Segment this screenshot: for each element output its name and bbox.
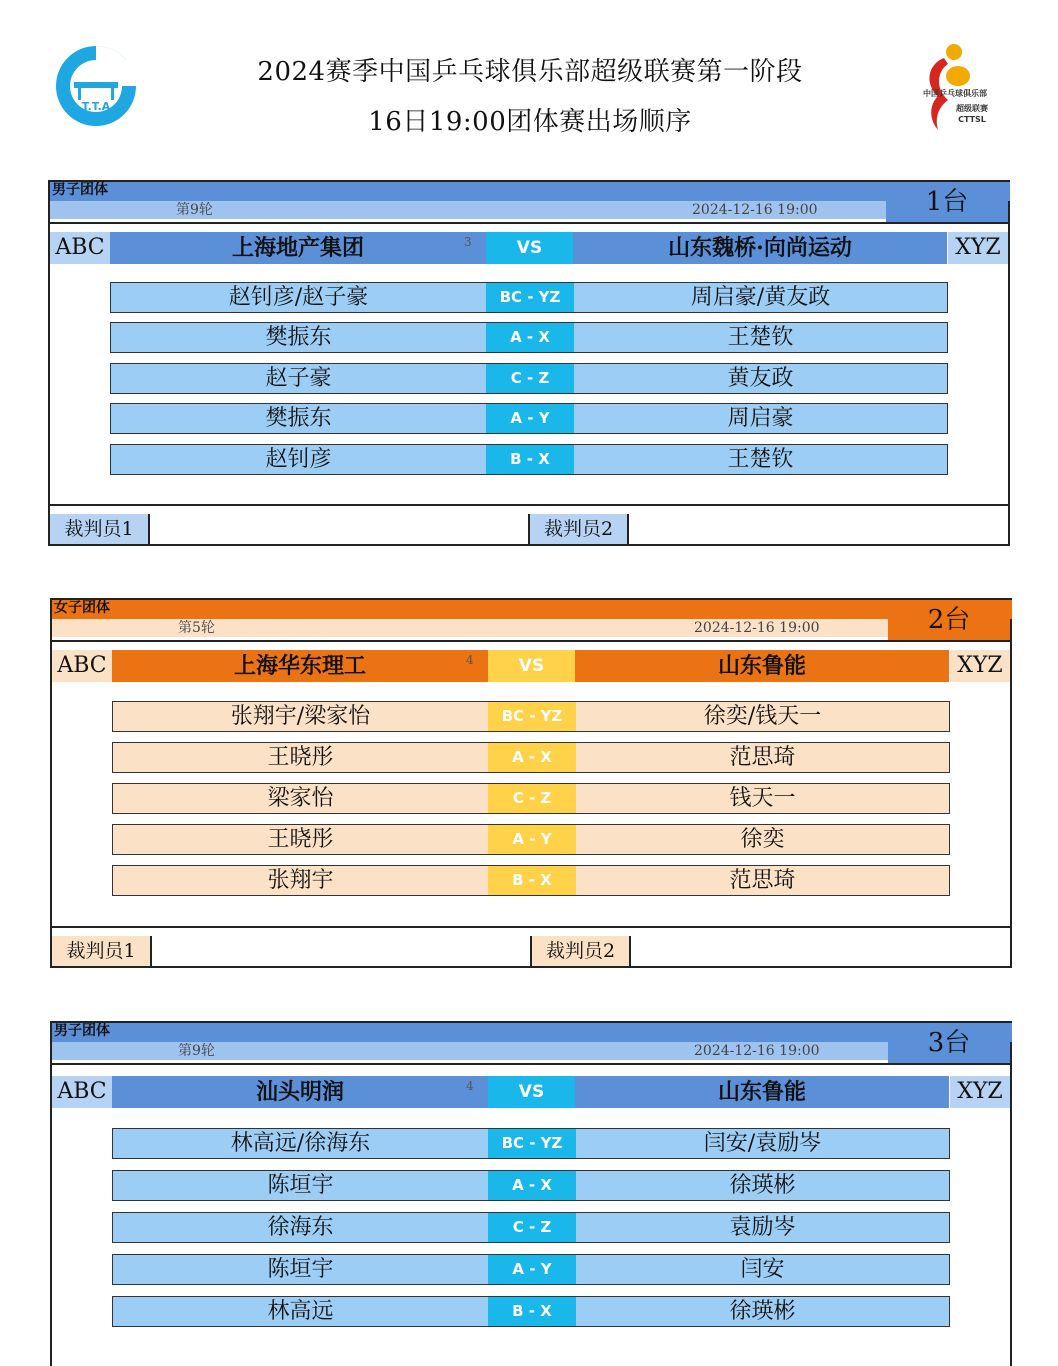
referee-1-label: 裁判员1	[52, 936, 152, 966]
match-row	[112, 1254, 950, 1285]
referee-row	[50, 514, 1008, 544]
match-row	[110, 444, 948, 475]
match-player-left: 王晓彤	[267, 745, 334, 770]
match-player-left: 赵钊彦/赵子豪	[228, 285, 369, 310]
match-row	[112, 865, 950, 896]
match-player-right: 黄友政	[727, 366, 794, 391]
team-left-name: 汕头明润	[112, 1076, 488, 1108]
match-row	[112, 1128, 950, 1159]
match-player-right: 徐奕/钱天一	[703, 704, 822, 729]
team-right-name: 山东魏桥·向尚运动	[573, 232, 947, 264]
round-label: 第9轮	[178, 1043, 215, 1059]
match-player-left: 陈垣宇	[267, 1173, 334, 1198]
match-player-right: 周启豪	[727, 406, 794, 431]
match-code: A - X	[488, 1171, 576, 1200]
match-player-right: 周启豪/黄友政	[690, 285, 831, 310]
datetime-label: 2024-12-16 19:00	[692, 202, 818, 218]
match-player-left: 梁家怡	[267, 786, 334, 811]
table-number: 2台	[888, 600, 1010, 640]
divider	[50, 504, 1008, 506]
match-player-right: 范思琦	[729, 868, 796, 893]
match-player-right: 闫安/袁励岑	[703, 1131, 822, 1156]
match-player-left: 徐海东	[267, 1215, 334, 1240]
side-label-left: ABC	[52, 1076, 112, 1108]
referee-row	[52, 936, 1010, 966]
page-title: 2024赛季中国乒乓球俱乐部超级联赛第一阶段	[257, 57, 803, 87]
match-code: C - Z	[488, 1213, 576, 1242]
vs-label: VS	[486, 232, 573, 264]
team-right-name: 山东鲁能	[575, 1076, 949, 1108]
league-logo	[914, 38, 996, 134]
team-left-score: 4	[466, 653, 474, 667]
round-info-bar	[52, 1042, 890, 1060]
match-code: A - Y	[488, 825, 576, 854]
page-subtitle: 16日19:00团体赛出场顺序	[368, 107, 692, 137]
match-player-right: 徐奕	[740, 827, 785, 852]
team-right-name: 山东鲁能	[575, 650, 949, 682]
match-player-left: 林高远/徐海东	[230, 1131, 371, 1156]
match-player-left: 陈垣宇	[267, 1257, 334, 1282]
divider	[52, 640, 1010, 642]
match-player-right: 钱天一	[729, 786, 796, 811]
match-player-left: 林高远	[267, 1299, 334, 1324]
round-label: 第9轮	[176, 202, 213, 218]
match-row	[112, 742, 950, 773]
team-left-name: 上海华东理工	[112, 650, 488, 682]
match-row	[112, 701, 950, 732]
match-code: C - Z	[488, 784, 576, 813]
match-player-left: 樊振东	[265, 325, 332, 350]
match-code: BC - YZ	[486, 283, 574, 312]
match-row	[110, 363, 948, 394]
match-code: A - X	[488, 743, 576, 772]
match-player-left: 张翔宇	[267, 868, 334, 893]
match-row	[112, 824, 950, 855]
match-row	[112, 783, 950, 814]
vs-label: VS	[488, 650, 575, 682]
match-row	[110, 282, 948, 313]
panel-table-1	[48, 180, 1010, 546]
team-row	[52, 1076, 1010, 1108]
side-label-right: XYZ	[950, 650, 1010, 682]
match-code: B - X	[488, 866, 576, 895]
league-logo-line3: CTTSL	[958, 115, 986, 124]
match-player-left: 张翔宇/梁家怡	[230, 704, 371, 729]
match-player-left: 赵钊彦	[265, 447, 332, 472]
referee-2-label: 裁判员2	[528, 514, 629, 544]
match-code: BC - YZ	[488, 702, 576, 731]
side-label-right: XYZ	[950, 1076, 1010, 1108]
referee-1-label: 裁判员1	[50, 514, 150, 544]
vs-label: VS	[488, 1076, 575, 1108]
league-logo-line2: 超级联赛	[956, 104, 988, 113]
table-number: 1台	[886, 182, 1008, 222]
team-left-score: 4	[466, 1079, 474, 1093]
divider	[50, 222, 1008, 224]
match-player-right: 袁励岑	[729, 1215, 796, 1240]
match-code: A - Y	[486, 404, 574, 433]
match-player-left: 赵子豪	[265, 366, 332, 391]
panel-table-3	[50, 1021, 1012, 1366]
round-info-bar	[52, 619, 890, 637]
match-code: A - Y	[488, 1255, 576, 1284]
match-row	[110, 322, 948, 353]
match-player-left: 樊振东	[265, 406, 332, 431]
match-code: B - X	[488, 1297, 576, 1326]
match-row	[110, 403, 948, 434]
table-number: 3台	[888, 1023, 1010, 1063]
match-player-left: 王晓彤	[267, 827, 334, 852]
side-label-right: XYZ	[948, 232, 1008, 264]
match-player-right: 徐瑛彬	[729, 1173, 796, 1198]
referee-2-label: 裁判员2	[530, 936, 631, 966]
match-code: BC - YZ	[488, 1129, 576, 1158]
category-label: 男子团体	[50, 182, 1010, 201]
team-row	[52, 650, 1010, 682]
match-player-right: 范思琦	[729, 745, 796, 770]
divider	[52, 1063, 1010, 1065]
association-logo	[52, 42, 142, 128]
team-row	[50, 232, 1008, 264]
panel-table-2	[50, 598, 1012, 968]
category-label: 男子团体	[52, 1023, 1012, 1042]
datetime-label: 2024-12-16 19:00	[694, 1043, 820, 1059]
side-label-left: ABC	[52, 650, 112, 682]
team-left-score: 3	[464, 235, 472, 249]
side-label-left: ABC	[50, 232, 110, 264]
round-info-bar	[50, 201, 888, 219]
match-player-right: 王楚钦	[727, 447, 794, 472]
match-player-right: 闫安	[740, 1257, 785, 1282]
match-code: B - X	[486, 445, 574, 474]
match-code: A - X	[486, 323, 574, 352]
round-label: 第5轮	[178, 620, 215, 636]
team-left-name: 上海地产集团	[110, 232, 486, 264]
category-label: 女子团体	[52, 600, 1012, 619]
match-player-right: 王楚钦	[727, 325, 794, 350]
divider	[52, 926, 1010, 928]
match-row	[112, 1212, 950, 1243]
match-player-right: 徐瑛彬	[729, 1299, 796, 1324]
league-logo-line1: 中国乒乓球俱乐部	[923, 89, 987, 98]
match-row	[112, 1296, 950, 1327]
match-code: C - Z	[486, 364, 574, 393]
match-row	[112, 1170, 950, 1201]
association-logo-text: T.T.A	[81, 100, 111, 113]
datetime-label: 2024-12-16 19:00	[694, 620, 820, 636]
